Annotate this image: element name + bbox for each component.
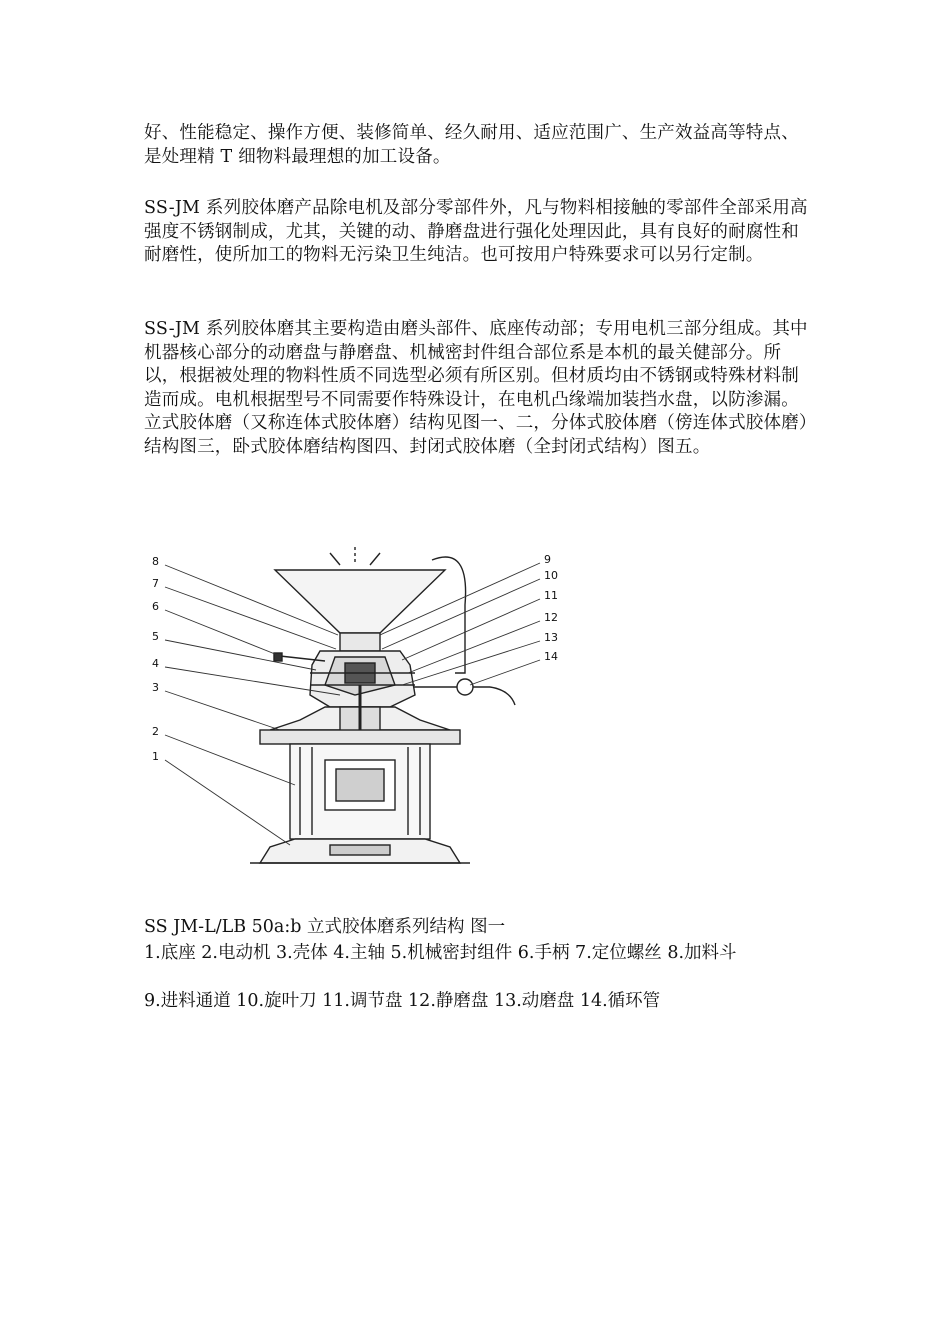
figure-caption-title: SS JM-L/LB 50a:b 立式胶体磨系列结构 图一 xyxy=(144,917,506,937)
paragraph-features: 好、性能稳定、操作方便、装修简单、经久耐用、适应范围广、生产效益高等特点、是处理精 T 细物料最理想的加工设备。 xyxy=(144,123,799,167)
label-9: 9 xyxy=(544,553,551,566)
label-13: 13 xyxy=(544,631,558,644)
label-7: 7 xyxy=(152,577,159,590)
figure-caption-parts-1: 1.底座 2.电动机 3.壳体 4.主轴 5.机械密封组件 6.手柄 7.定位螺丝 8.加料斗 xyxy=(144,943,737,963)
label-11: 11 xyxy=(544,589,558,602)
label-5: 5 xyxy=(152,630,159,643)
label-2: 2 xyxy=(152,725,159,738)
label-10: 10 xyxy=(544,569,558,582)
label-1: 1 xyxy=(152,750,159,763)
colloid-mill-diagram xyxy=(140,545,580,870)
label-12: 12 xyxy=(544,611,558,624)
label-4: 4 xyxy=(152,657,159,670)
diagram-drawing xyxy=(250,547,515,863)
label-14: 14 xyxy=(544,650,558,663)
label-3: 3 xyxy=(152,681,159,694)
paragraph-materials: SS-JM 系列胶体磨产品除电机及部分零部件外，凡与物料相接触的零部件全部采用高强度不锈钢制成，尤其，关键的动、静磨盘进行强化处理因此，具有良好的耐腐性和耐磨性，使所加工的物料无污染卫生纯洁。也可按用户特殊要求可以另行定制。 xyxy=(144,198,808,265)
paragraph-structure: SS-JM 系列胶体磨其主要构造由磨头部件、底座传动部；专用电机三部分组成。其中机器核心部分的动磨盘与静磨盘、机械密封件组合部位系是本机的最关健部分。所以，根据被处理的物料性质不同选型必须有所区别。但材质均由不锈钢或特殊材料制造而成。电机根据型号不同需要作特殊设计，在电机凸缘端加装挡水盘，以防渗漏。立式胶体磨（又称连体式胶体磨）结构见图一、二，分体式胶体磨（傍连体式胶体磨）结构图三，卧式胶体磨结构图四、封闭式胶体磨（全封闭式结构）图五。 xyxy=(144,319,808,457)
label-6: 6 xyxy=(152,600,159,613)
diagram-svg xyxy=(140,545,580,870)
label-8: 8 xyxy=(152,555,159,568)
figure-caption-parts-2: 9.进料通道 10.旋叶刀 11.调节盘 12.静磨盘 13.动磨盘 14.循环管 xyxy=(144,991,661,1011)
